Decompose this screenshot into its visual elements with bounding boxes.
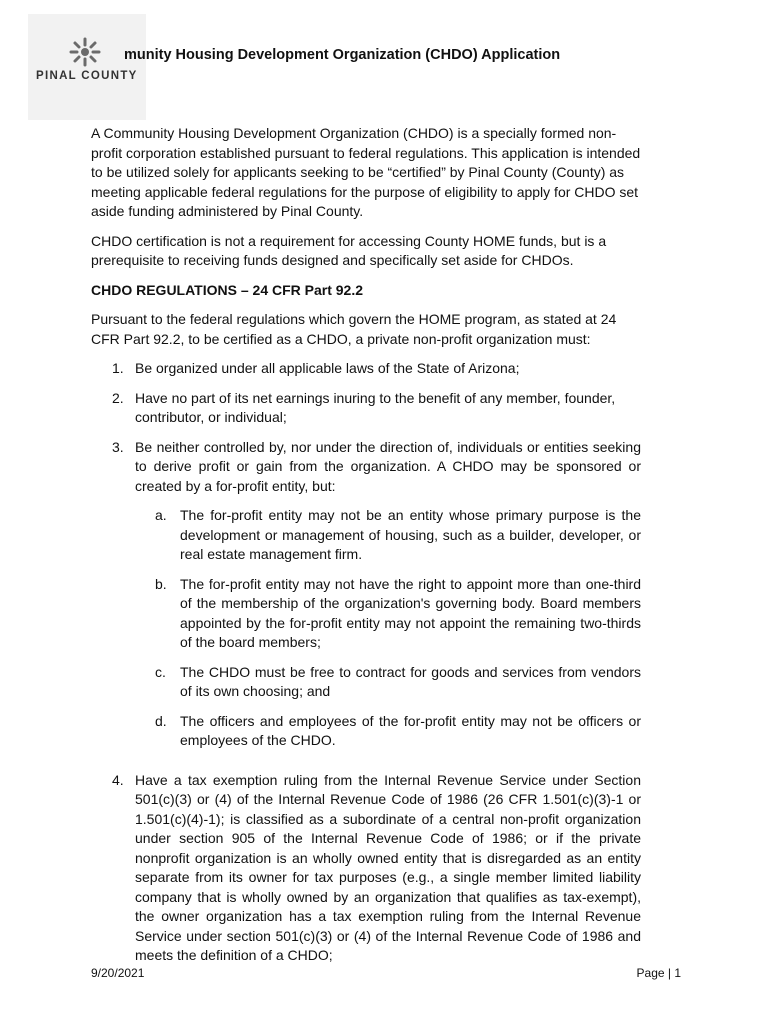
list-text: Have a tax exemption ruling from the Internal Revenue Service under Section 501(c)(3) or (4) of the Internal Revenue Code of 1986 (26 CFR 1.501(c)(3)-1 or 1.501(c)(4)-1); is classified as a subordinate of a central non-profit organization under section 905 of the Internal Revenue Code of 1986; or if the private nonprofit organization is an wholly owned entity that is disregarded as an entity separate from its owner for tax purposes (e.g., a single member limited liability company that is wholly owned by an organization that qualifies as tax-exempt), the owner organization has a tax exemption ruling from the Internal Revenue Service under section 501(c)(3) or (4) of the Internal Revenue Code of 1986 and meets the definition of a CHDO; — [135, 771, 641, 963]
footer-date: 9/20/2021 — [91, 966, 145, 980]
list-text: Be neither controlled by, nor under the direction of, individuals or entities seeking to derive profit or gain from the organization. A CHDO may be sponsored or created by a for-profit entity, but: — [135, 438, 641, 494]
document-title: munity Housing Development Organization (CHDO) Application — [124, 47, 561, 63]
pinal-county-logo-icon — [67, 37, 103, 67]
list-item — [91, 389, 641, 428]
section-lead: Pursuant to the federal regulations which govern the HOME program, as stated at 24 CFR Part 92.2, to be certified as a CHDO, a private non-profit organization must: — [91, 311, 617, 347]
intro-paragraph-1: A Community Housing Development Organization (CHDO) is a specially formed non-profit corporation established pursuant to federal regulations. This application is intended to be utilized solely for applicants seeking to be “certified” by Pinal County (County) as meeting applicable federal regulations for the purpose of eligibility to apply for CHDO set aside funding administered by Pinal County. — [91, 125, 641, 219]
sublist-letter: d. — [155, 712, 167, 729]
sublist-text: The officers and employees of the for-profit entity may not be officers or employees of the CHDO. — [180, 712, 641, 748]
list-text: Be organized under all applicable laws of the State of Arizona; — [135, 360, 520, 376]
list-number: 2. — [112, 389, 124, 406]
list-item — [91, 438, 641, 761]
requirements-list — [91, 359, 641, 966]
sublist-item — [135, 506, 641, 565]
logo-area — [28, 14, 146, 120]
list-number: 1. — [112, 360, 124, 376]
footer-page-number: Page | 1 — [636, 966, 681, 980]
logo-text: PINAL COUNTY — [36, 70, 138, 82]
sublist-text: The CHDO must be free to contract for goods and services from vendors of its own choosing; and — [180, 663, 641, 699]
list-number: 4. — [112, 771, 124, 788]
sublist-letter: a. — [155, 507, 167, 523]
section-heading: CHDO REGULATIONS – 24 CFR Part 92.2 — [91, 281, 364, 298]
sublist-item — [135, 712, 641, 751]
sublist-text: The for-profit entity may not have the right to appoint more than one-third of the membership of the organization's governing body. Board members appointed by the for-profit entity may not appoint the remaining two-thirds of the board members; — [180, 575, 641, 650]
list-number: 3. — [112, 438, 124, 455]
list-item — [91, 359, 641, 379]
sublist-item — [135, 663, 641, 702]
sublist-letter: c. — [155, 663, 166, 680]
list-item — [91, 771, 641, 966]
document-body — [91, 124, 641, 976]
list-text: Have no part of its net earnings inuring to the benefit of any member, founder, contributor, or individual; — [135, 389, 616, 425]
intro-paragraph-2: CHDO certification is not a requirement for accessing County HOME funds, but is a prerequisite to receiving funds designed and specifically set aside for CHDOs. — [91, 232, 607, 268]
sublist — [135, 506, 641, 751]
sublist-text: The for-profit entity may not be an entity whose primary purpose is the development or management of housing, such as a builder, developer, or real estate management firm. — [180, 507, 641, 562]
sublist-letter: b. — [155, 575, 167, 592]
sublist-item — [135, 575, 641, 653]
